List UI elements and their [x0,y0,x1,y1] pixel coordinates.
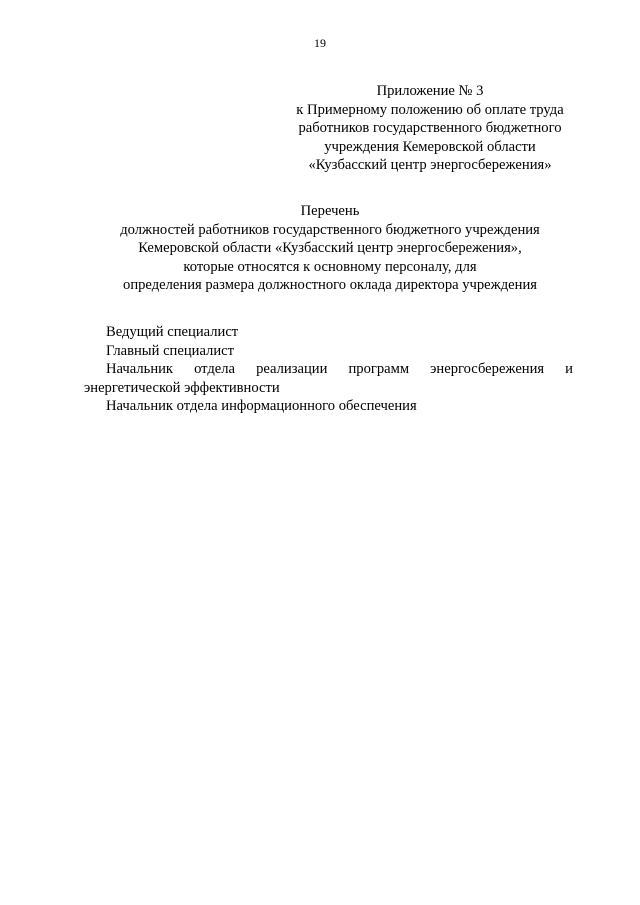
list-title [60,202,600,295]
list-heading: Перечень [300,203,360,219]
list-title-line: определения размера должностного оклада директора учреждения [123,277,537,293]
appendix-line: учреждения Кемеровской области [324,138,536,155]
list-title-line: которые относятся к основному персоналу, для [183,258,477,275]
list-title-line: должностей работников государственного бюджетного учреждения [120,221,540,238]
positions-list [84,323,573,416]
position-item: Ведущий специалист [106,324,239,340]
appendix-line: к Примерному положению об оплате труда [296,101,564,118]
appendix-title: Приложение № 3 [376,83,484,99]
list-title-line: Кемеровской области «Кузбасский центр энергосбережения», [138,240,522,256]
position-item: Начальник отдела реализации программ энергосбережения и энергетической эффективности [84,361,573,396]
position-item: Главный специалист [106,342,235,359]
appendix-header [280,82,580,175]
position-item: Начальник отдела информационного обеспечения [106,398,417,414]
appendix-line: «Кузбасский центр энергосбережения» [308,157,552,173]
page-number: 19 [314,36,326,50]
appendix-line: работников государственного бюджетного [298,120,562,136]
